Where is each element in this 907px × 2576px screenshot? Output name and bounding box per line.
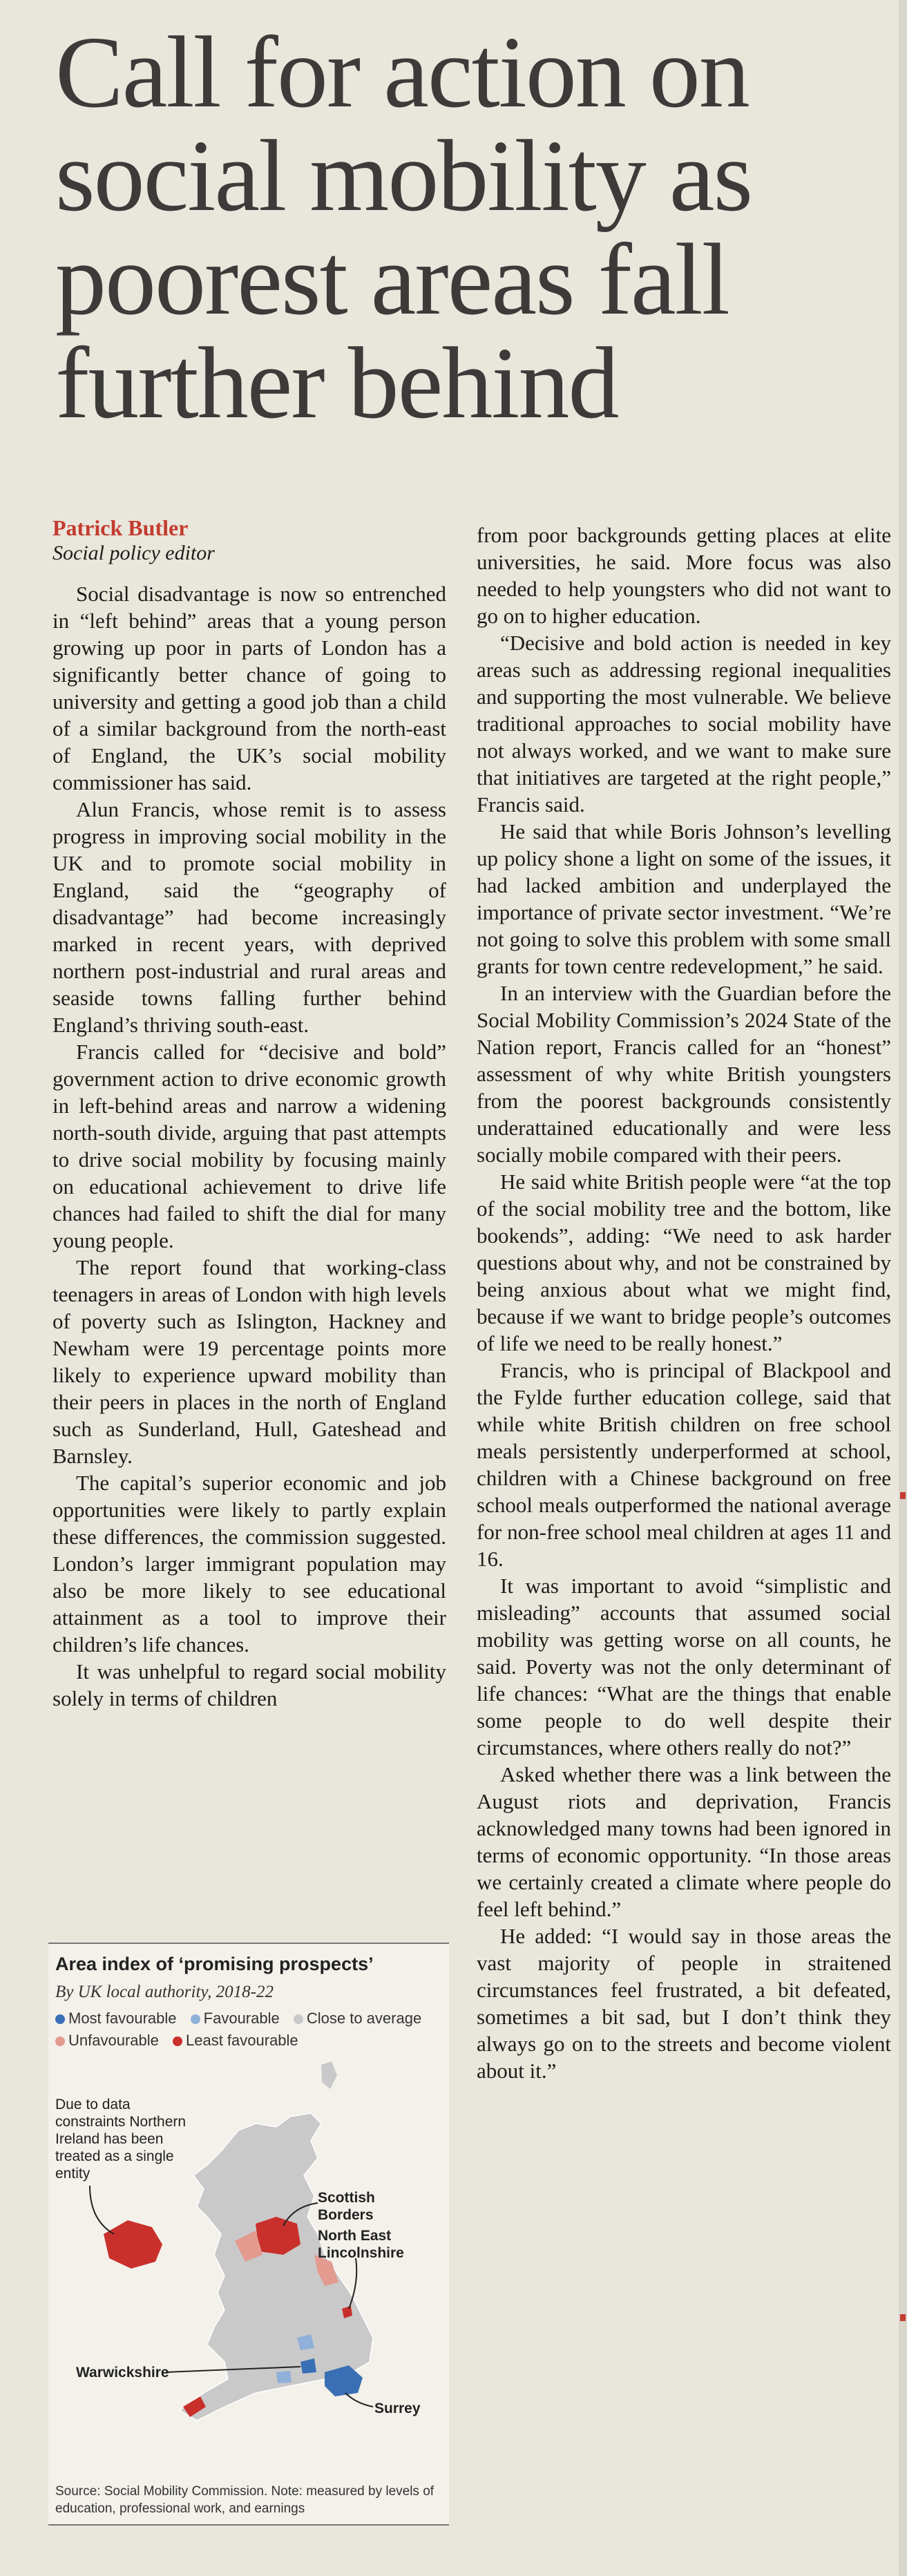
- map-legend: [55, 2007, 442, 2052]
- paragraph: It was important to avoid “simplistic and misleading” accounts that assumed social mobility was getting worse on all counts, he said. Poverty was not the only determinant of life chances: “What are the things that enable some people to do well despite their circumstances, where others really do not?”: [477, 1574, 891, 1759]
- paragraph: Social disadvantage is now so entrenched in “left behind” areas that a young person growing up poor in parts of London has a significantly better chance of going to university and getting a good job than a child of a similar background from the north-east of England, the UK’s social mobility commissioner has said.: [52, 582, 446, 794]
- paragraph: He said that while Boris Johnson’s levelling up policy shone a light on some of the issues, it had lacked ambition and underplayed the importance of private sector investment. “We’re not going to solve this problem with some small grants for town centre redevelopment,” he said.: [477, 819, 891, 978]
- graphic-subtitle: By UK local authority, 2018-22: [55, 1983, 274, 2001]
- byline: [52, 515, 439, 566]
- author-role: Social policy editor: [52, 542, 215, 564]
- warwickshire-label: Warwickshire: [76, 2365, 169, 2381]
- legend-swatch: [55, 2036, 65, 2046]
- paragraph: He said white British people were “at the top of the social mobility tree and the bottom, like bookends”, adding: “We need to ask harder questions about why, and not be constrained by being anxious about what we might find, because if we want to bridge people’s outcomes of life we need to be really honest.”: [477, 1170, 891, 1355]
- article-column-2: [477, 522, 891, 2084]
- surrey-label: Surrey: [374, 2401, 421, 2416]
- legend-swatch: [55, 2014, 65, 2024]
- scottish-borders-label: Scottish Borders: [318, 2190, 375, 2223]
- author-name: Patrick Butler: [52, 515, 189, 540]
- headline-line: further behind: [55, 327, 618, 440]
- headline: [55, 16, 843, 440]
- article-column-1: [52, 580, 446, 1712]
- graphic-source: Source: Social Mobility Commission. Note: measured by levels of education, professional work, and earnings: [55, 2484, 435, 2516]
- adjacent-page-edge: [899, 0, 907, 2576]
- legend-swatch: [173, 2036, 182, 2046]
- ne-lincolnshire-label: North East Lincolnshire: [318, 2228, 404, 2261]
- legend-label: Least favourable: [186, 2032, 298, 2049]
- ni-note: Due to data constraints Northern Ireland has been treated as a single entity: [55, 2097, 187, 2182]
- paragraph: He added: “I would say in those areas the vast majority of people in straitened circumstances feel frustrated, a bit defeated, sometimes a bit sad, but I don’t think they always go on to the streets and become violent about it.”: [477, 1924, 891, 2083]
- headline-line: social mobility as: [55, 120, 752, 233]
- graphic-title: Area index of ‘promising prospects’: [55, 1954, 374, 1974]
- edge-mark: [900, 2314, 906, 2321]
- paragraph: In an interview with the Guardian before the Social Mobility Commission’s 2024 State of the Nation report, Francis called for an “honest” assessment of why white British youngsters from the poorest backgrounds consistently underattained educationally and were less socially mobile compared with their peers.: [477, 981, 891, 1167]
- paragraph: The report found that working-class teenagers in areas of London with high levels of poverty such as Islington, Hackney and Newham were 19 percentage points more likely to experience upward mobility than their peers in places in the north of England such as Sunderland, Hull, Gateshead and Barnsley.: [52, 1255, 446, 1468]
- northern-ireland-shape: [104, 2220, 162, 2269]
- northern-islands-shape: [321, 2061, 337, 2089]
- paragraph: The capital’s superior economic and job opportunities were likely to partly explain these differences, the commission suggested. London’s larger immigrant population may also be more likely to see educational attainment as a tool to improve their children’s life chances.: [52, 1471, 446, 1657]
- paragraph: Francis, who is principal of Blackpool and the Fylde further education college, said that while white British children on free school meals persistently underperformed at school, children with a Chinese background on free school meals outperformed the national average for non-free school meal children at ages 11 and 16.: [477, 1358, 891, 1571]
- surrey-leader-line: [345, 2393, 373, 2407]
- legend-label: Favourable: [203, 2010, 280, 2027]
- headline-line: poorest areas fall: [55, 223, 729, 336]
- legend-item: [55, 2007, 177, 2030]
- paragraph: Francis called for “decisive and bold” government action to drive economic growth in left-behind areas and narrow a widening north-south divide, arguing that past attempts to drive social mobility by focusing mainly on educational achievement to drive life chances had failed to shift the dial for many young people.: [52, 1040, 446, 1252]
- map-graphic: [48, 1943, 449, 2526]
- paragraph: Alun Francis, whose remit is to assess progress in improving social mobility in the UK and to promote social mobility in England, said the “geography of disadvantage” had become increasingly marked in recent years, with deprived northern post-industrial and rural areas and seaside towns falling further behind England’s thriving south-east.: [52, 797, 446, 1037]
- paragraph: Asked whether there was a link between the August riots and deprivation, Francis acknowledged many towns had been ignored in terms of economic opportunity. “In those areas we certainly created a climate where people do feel left behind.”: [477, 1762, 891, 1921]
- edge-mark: [900, 1492, 906, 1499]
- headline-line: Call for action on: [55, 16, 749, 129]
- legend-item: [191, 2007, 280, 2030]
- legend-label: Unfavourable: [68, 2032, 159, 2049]
- legend-label: Most favourable: [68, 2010, 177, 2027]
- legend-label: Close to average: [306, 2010, 422, 2027]
- paragraph: “Decisive and bold action is needed in key areas such as addressing regional inequalities and supporting the most vulnerable. We believe traditional approaches to social mobility have not always worked, and we want to make sure that initiatives are targeted at the right people,” Francis said.: [477, 631, 891, 817]
- paragraph-continued: from poor backgrounds getting places at elite universities, he said. More focus was also needed to help youngsters who did not want to go on to higher education.: [477, 523, 891, 628]
- ni-leader-line: [90, 2186, 114, 2234]
- favourable-region: [276, 2371, 292, 2383]
- paragraph: It was unhelpful to regard social mobility solely in terms of children: [52, 1659, 446, 1710]
- legend-item: [294, 2007, 421, 2030]
- legend-swatch: [294, 2014, 303, 2024]
- legend-swatch: [191, 2014, 200, 2024]
